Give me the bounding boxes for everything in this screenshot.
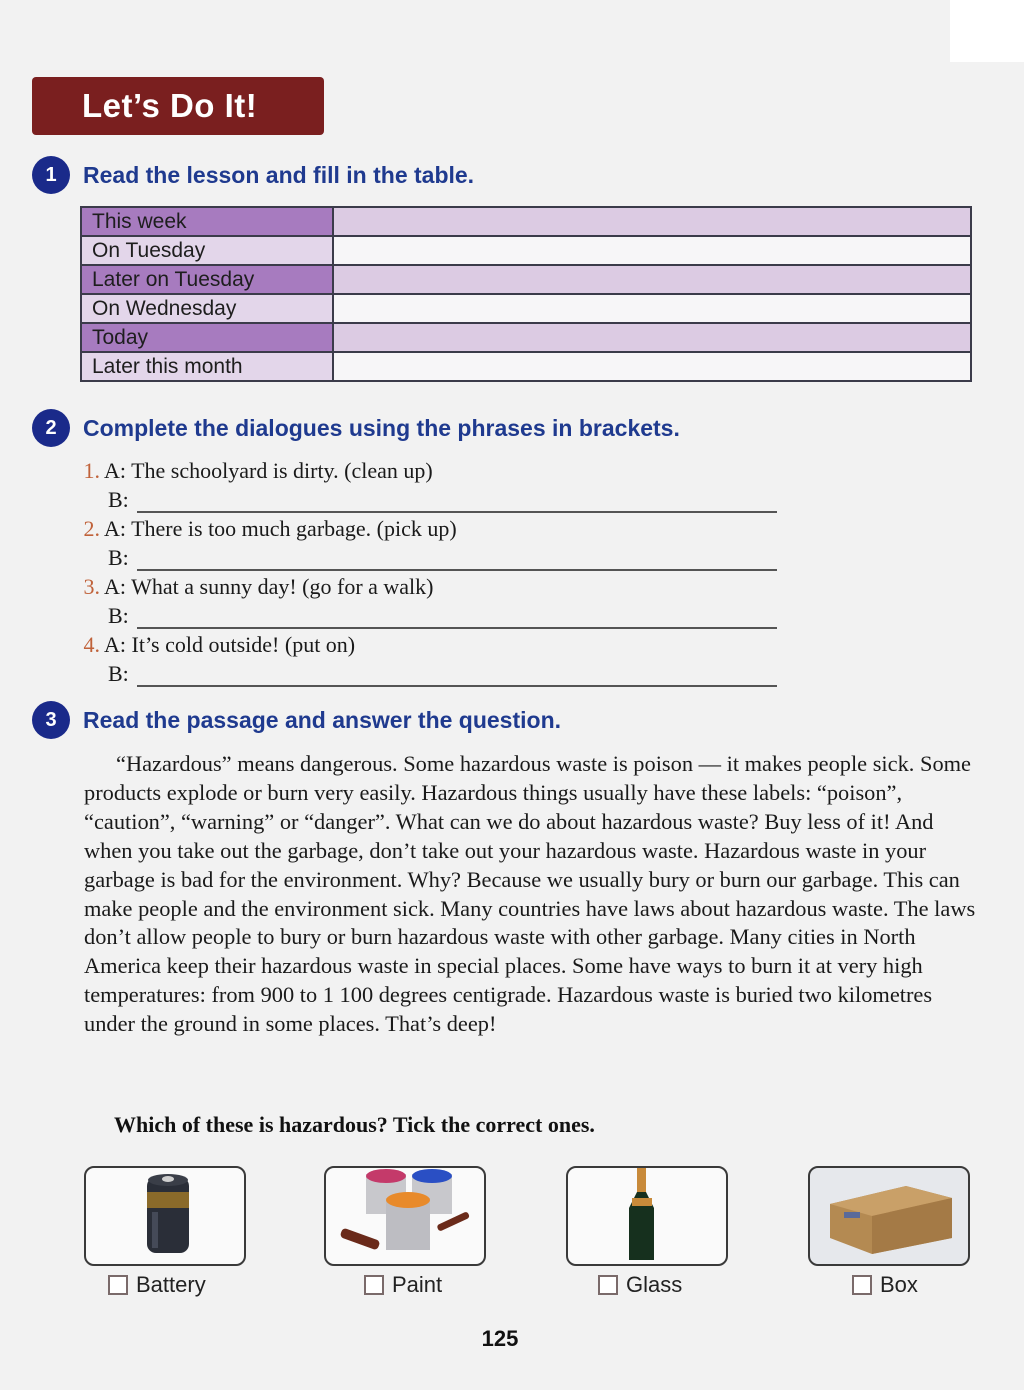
answer-blank[interactable] — [137, 663, 777, 687]
reading-passage — [84, 750, 976, 1039]
dialogue-b-label: B: — [108, 487, 129, 512]
option-checkbox-row[interactable] — [852, 1272, 970, 1298]
dialogue-a-line: A: There is too much garbage. (pick up) — [104, 516, 457, 541]
dialogue-number: 4. — [83, 632, 100, 657]
lets-do-it-banner — [32, 77, 324, 135]
section-2-heading — [32, 409, 680, 447]
bottle-icon — [566, 1166, 728, 1266]
answer-blank[interactable] — [137, 489, 777, 513]
table-row — [81, 265, 971, 294]
table-row — [81, 352, 971, 381]
option-battery — [84, 1166, 246, 1298]
row-label: On Tuesday — [81, 236, 333, 265]
option-label: Battery — [136, 1272, 206, 1297]
answer-blank[interactable] — [137, 547, 777, 571]
dialogue-list — [78, 455, 798, 687]
option-paint — [324, 1166, 486, 1298]
row-label: This week — [81, 207, 333, 236]
option-checkbox-row[interactable] — [598, 1272, 728, 1298]
paint-cans-icon — [324, 1166, 486, 1266]
dialogue-item — [78, 455, 798, 513]
row-answer-cell[interactable] — [333, 323, 971, 352]
dialogue-number: 3. — [83, 574, 100, 599]
question-text: Which of these is hazardous? Tick the correct ones. — [114, 1112, 595, 1137]
option-checkbox-row[interactable] — [108, 1272, 246, 1298]
dialogue-item — [78, 629, 798, 687]
tick-checkbox[interactable] — [598, 1275, 618, 1295]
row-label: Today — [81, 323, 333, 352]
row-answer-cell[interactable] — [333, 352, 971, 381]
section-1-heading — [32, 156, 474, 194]
table-row — [81, 236, 971, 265]
row-label: Later on Tuesday — [81, 265, 333, 294]
dialogue-b-label: B: — [108, 661, 129, 686]
section-number-badge: 1 — [32, 156, 70, 194]
section-title: Complete the dialogues using the phrases in brackets. — [83, 414, 680, 441]
table-row — [81, 207, 971, 236]
option-label: Paint — [392, 1272, 443, 1297]
banner-title: Let’s Do It! — [82, 87, 258, 124]
option-label: Box — [880, 1272, 918, 1297]
dialogue-b-label: B: — [108, 603, 129, 628]
cardboard-box-icon — [808, 1166, 970, 1266]
dialogue-item — [78, 571, 798, 629]
section-number-badge: 2 — [32, 409, 70, 447]
option-label: Glass — [626, 1272, 683, 1297]
dialogue-a-line: A: The schoolyard is dirty. (clean up) — [104, 458, 433, 483]
tick-checkbox[interactable] — [852, 1275, 872, 1295]
row-answer-cell[interactable] — [333, 265, 971, 294]
dialogue-item — [78, 513, 798, 571]
tick-checkbox[interactable] — [364, 1275, 384, 1295]
row-answer-cell[interactable] — [333, 236, 971, 265]
section-title: Read the lesson and fill in the table. — [83, 161, 475, 188]
answer-blank[interactable] — [137, 605, 777, 629]
row-answer-cell[interactable] — [333, 294, 971, 323]
tick-checkbox[interactable] — [108, 1275, 128, 1295]
row-label: Later this month — [81, 352, 333, 381]
section-3-heading — [32, 701, 561, 739]
table-row — [81, 294, 971, 323]
dialogue-a-line: A: What a sunny day! (go for a walk) — [104, 574, 434, 599]
page-number: 125 — [481, 1326, 519, 1351]
dialogue-b-label: B: — [108, 545, 129, 570]
option-box — [808, 1166, 970, 1298]
section-number-badge: 3 — [32, 701, 70, 739]
row-label: On Wednesday — [81, 294, 333, 323]
row-answer-cell[interactable] — [333, 207, 971, 236]
option-checkbox-row[interactable] — [364, 1272, 486, 1298]
battery-icon — [84, 1166, 246, 1266]
dialogue-a-line: A: It’s cold outside! (put on) — [104, 632, 356, 657]
page-corner — [950, 0, 1024, 62]
section-title: Read the passage and answer the question. — [83, 706, 562, 733]
passage-text: “Hazardous” means dangerous. Some hazardous waste is poison — it makes people sick. Some products explode or burn very easily. Hazardous things usually have these labels: “poison”, “caution”, “warning” or “danger”. What can we do about hazardous waste? Buy less of it! And when you take out the garbage, don’t take out your hazardous waste. Hazardous waste in your garbage is bad for the environment. Why? Because we usually bury or burn our garbage. This can make people and the environment sick. Many countries have laws about hazardous waste. The laws don’t allow people to bury or burn hazardous waste with other garbage. Many cities in North America keep their hazardous waste in special places. Some have ways to burn it at very high temperatures: from 900 to 1 100 degrees centigrade. Hazardous waste is buried two kilometres under the ground in some places. That’s deep! — [84, 751, 976, 1037]
dialogue-number: 1. — [83, 458, 100, 483]
table-row — [81, 323, 971, 352]
fill-in-table — [80, 206, 972, 382]
option-glass — [566, 1166, 728, 1298]
dialogue-number: 2. — [83, 516, 100, 541]
